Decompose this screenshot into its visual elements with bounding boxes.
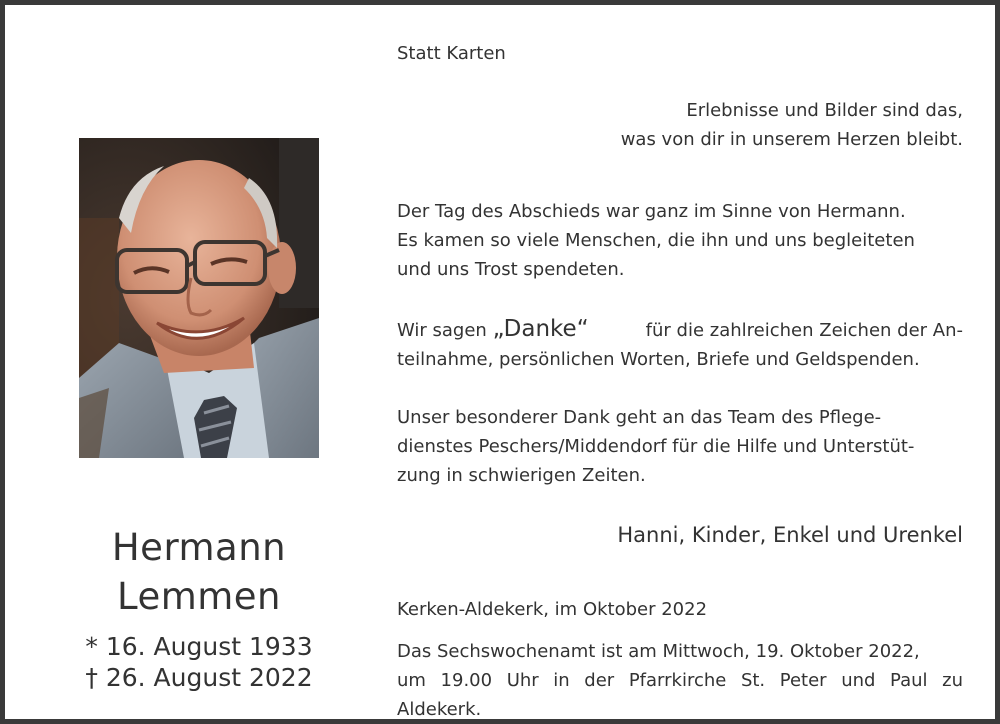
portrait-image: [79, 138, 319, 458]
portrait-photo: [79, 138, 319, 458]
service-line-1: Das Sechswochenamt ist am Mittwoch, 19. Oktober 2022,: [397, 641, 920, 662]
paragraph-3-line-1: Unser besonderer Dank geht an das Team des Pflege-: [397, 407, 882, 428]
paragraph-1-line-2: Es kamen so viele Menschen, die ihn und uns begleiteten: [397, 230, 915, 251]
paragraph-3-line-3: zung in schwierigen Zeiten.: [397, 465, 646, 486]
signature: Hanni, Kinder, Enkel und Urenkel: [617, 523, 963, 547]
paragraph-2-line-2: teilnahme, persönlichen Worten, Briefe und Geldspenden.: [397, 349, 920, 370]
service-line-2: um 19.00 Uhr in der Pfarrkirche St. Peter und Paul zu Aldekerk.: [397, 670, 963, 720]
deceased-last-name: Lemmen: [116, 575, 282, 618]
thanks-prefix: Wir sagen: [397, 320, 493, 341]
paragraph-1-line-3: und uns Trost spendeten.: [397, 259, 625, 280]
paragraph-3-line-2: dienstes Peschers/Middendorf für die Hilfe und Unterstüt-: [397, 436, 915, 457]
statt-karten-label: Statt Karten: [397, 43, 506, 64]
quote-line-2: was von dir in unserem Herzen bleibt.: [620, 129, 963, 150]
thanks-suffix: für die zahlreichen Zeichen der An-: [639, 320, 963, 341]
paragraph-1-line-1: Der Tag des Abschieds war ganz im Sinne von Hermann.: [397, 201, 906, 222]
danke-word: „Danke“: [492, 316, 589, 342]
quote-line-1: Erlebnisse und Bilder sind das,: [686, 100, 963, 121]
place-and-date: Kerken-Aldekerk, im Oktober 2022: [397, 599, 708, 620]
paragraph-2-line-1: [397, 315, 963, 345]
birth-date: * 16. August 1933: [85, 632, 313, 661]
death-date: † 26. August 2022: [85, 663, 313, 692]
deceased-first-name: Hermann: [111, 526, 287, 569]
